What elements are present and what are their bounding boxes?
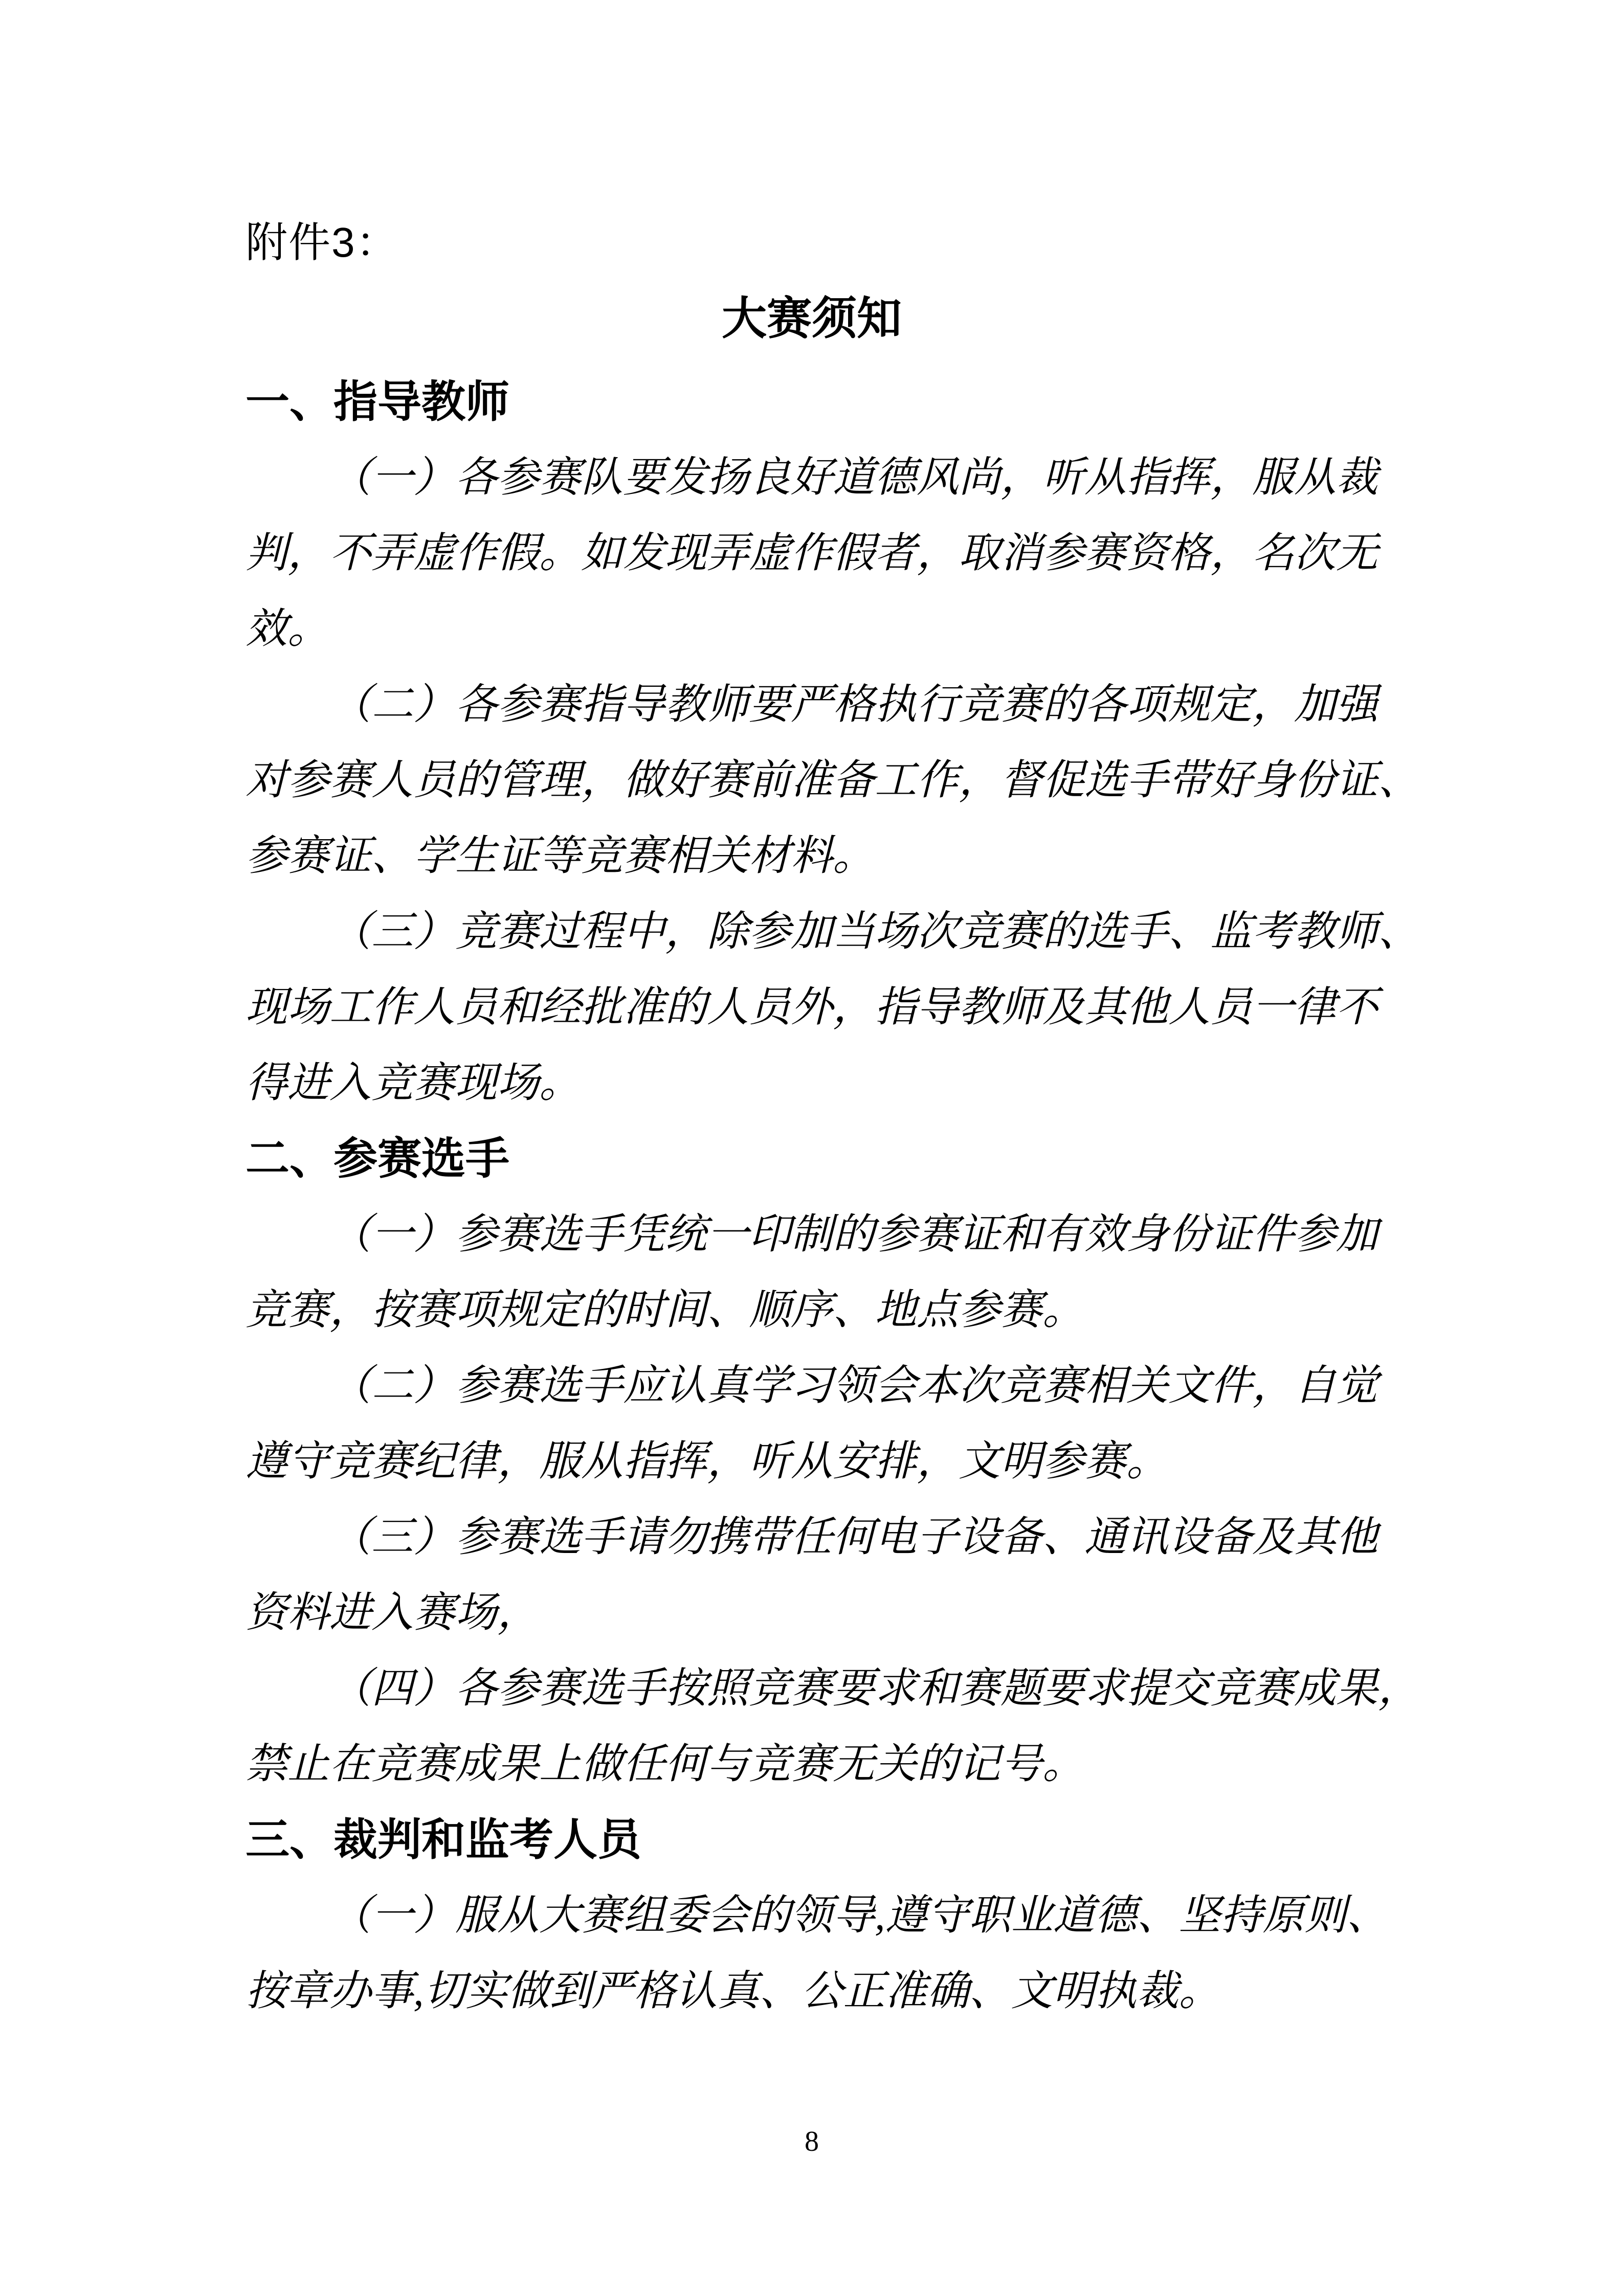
paragraph-line: 效。 (246, 605, 329, 652)
paragraph-line: 遵守竞赛纪律，服从指挥，听从安排，文明参赛。 (246, 1438, 1168, 1484)
paragraph-line: 对参赛人员的管理，做好赛前准备工作，督促选手带好身份证、 (246, 757, 1420, 803)
section-heading: 三、裁判和监考人员 (246, 1815, 641, 1864)
content-column (246, 212, 1420, 2157)
paragraph-line: 现场工作人员和经批准的人员外，指导教师及其他人员一律不 (246, 984, 1378, 1030)
page-number: 8 (805, 2126, 819, 2157)
paragraph-line: （一）各参赛队要发扬良好道德风尚，听从指挥，服从裁 (329, 454, 1378, 501)
attachment-label: 附件3： (246, 219, 399, 266)
document-title: 大赛须知 (721, 295, 902, 344)
paragraph-line: 禁止在竞赛成果上做任何与竞赛无关的记号。 (246, 1741, 1084, 1787)
paragraph-line: 按章办事,切实做到严格认真、公正准确、文明执裁。 (246, 1968, 1221, 2014)
paragraph-line: （四）各参赛选手按照竞赛要求和赛题要求提交竞赛成果， (329, 1665, 1420, 1712)
paragraph-line: （一）参赛选手凭统一印制的参赛证和有效身份证件参加 (329, 1211, 1378, 1257)
paragraph-line: （一）服从大赛组委会的领导,遵守职业道德、坚持原则、 (329, 1892, 1389, 1939)
paragraph-line: （三）参赛选手请勿携带任何电子设备、通讯设备及其他 (329, 1514, 1378, 1560)
paragraph-line: （二）参赛选手应认真学习领会本次竞赛相关文件，自觉 (329, 1362, 1378, 1409)
section-heading: 一、指导教师 (246, 377, 509, 426)
paragraph-line: （二）各参赛指导教师要严格执行竞赛的各项规定，加强 (329, 681, 1378, 728)
paragraph-line: 得进入竞赛现场。 (246, 1060, 581, 1106)
paragraph-line: 竞赛，按赛项规定的时间、顺序、地点参赛。 (246, 1287, 1084, 1333)
paragraph-line: 参赛证、学生证等竞赛相关材料。 (246, 832, 875, 879)
paragraph-line: 判，不弄虚作假。如发现弄虚作假者，取消参赛资格，名次无 (246, 530, 1378, 576)
section-heading: 二、参赛选手 (246, 1134, 509, 1183)
document-body (246, 364, 1420, 2029)
paragraph-line: 资料进入赛场， (246, 1589, 539, 1636)
paragraph-line: （三）竞赛过程中，除参加当场次竞赛的选手、监考教师、 (329, 908, 1420, 955)
